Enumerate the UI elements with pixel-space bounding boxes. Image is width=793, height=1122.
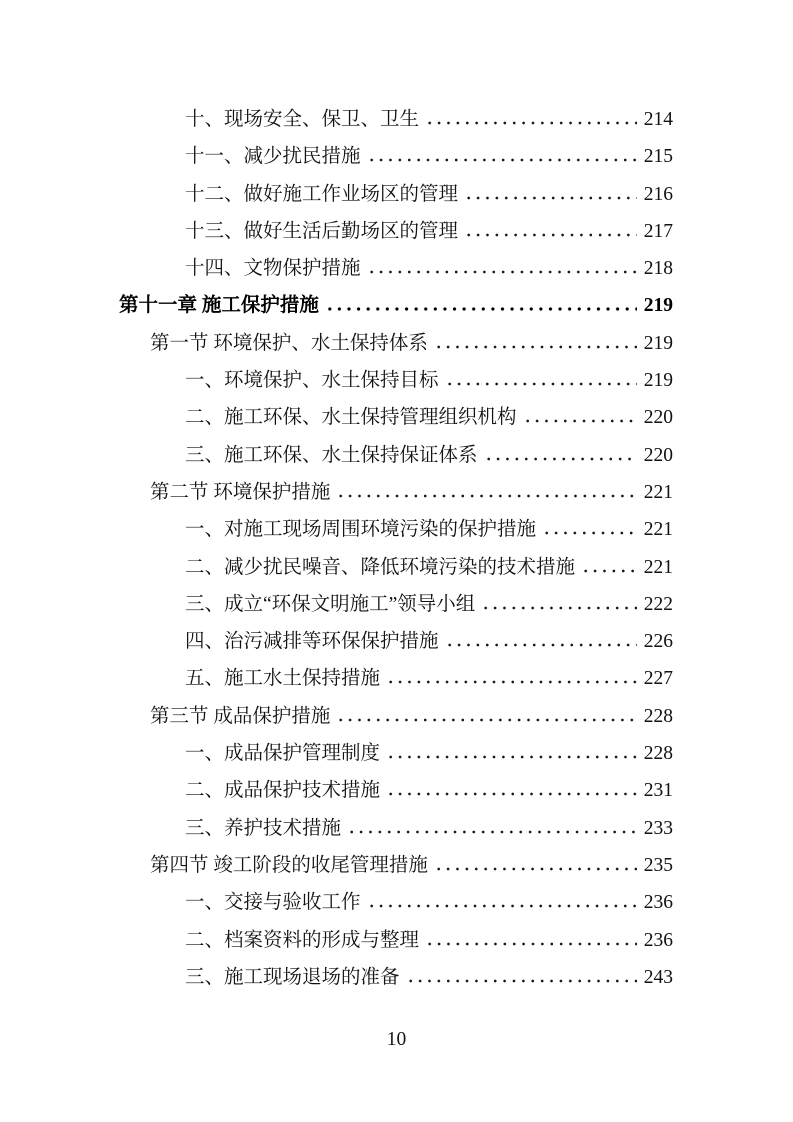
- toc-entry-label: 三、施工现场退场的准备: [185, 966, 400, 988]
- toc-entry-label: 二、档案资料的形成与整理: [185, 929, 420, 951]
- toc-leader-dots: [464, 233, 637, 237]
- toc-leader-dots: [484, 457, 637, 461]
- toc-entry: [119, 101, 673, 138]
- toc-entry-label: 二、施工环保、水土保持管理组织机构: [185, 407, 517, 429]
- toc-entry-label: 二、减少扰民噪音、降低环境污染的技术措施: [185, 556, 576, 578]
- toc-entry-label: 一、环境保护、水土保持目标: [185, 370, 439, 392]
- toc-leader-dots: [445, 382, 637, 386]
- toc-entry-page: 233: [643, 817, 673, 839]
- toc-entry-page: 221: [643, 481, 673, 503]
- toc-entry-label: 五、施工水土保持措施: [185, 668, 381, 690]
- toc-leader-dots: [425, 942, 637, 946]
- toc-leader-dots: [434, 867, 637, 871]
- toc-entry-page: 214: [643, 109, 673, 130]
- toc-entry-label: 十二、做好施工作业场区的管理: [185, 183, 459, 205]
- toc-entry-label: 一、成品保护管理制度: [185, 743, 381, 765]
- toc-leader-dots: [464, 196, 637, 200]
- toc-entry: [119, 586, 673, 623]
- page-number-footer: 10: [386, 1029, 407, 1050]
- toc-leader-dots: [347, 830, 637, 834]
- toc-entry-page: 221: [643, 519, 673, 541]
- toc-entry: [119, 287, 673, 324]
- toc-entry-page: 235: [643, 854, 673, 876]
- toc-leader-dots: [406, 979, 637, 983]
- toc-entry-page: 216: [643, 183, 673, 205]
- toc-entry-label: 第一节 环境保护、水土保持体系: [150, 332, 428, 354]
- toc-leader-dots: [581, 569, 637, 573]
- toc-entry: [119, 213, 673, 250]
- toc-leader-dots: [523, 419, 637, 423]
- toc-leader-dots: [445, 643, 637, 647]
- toc-entry: [119, 138, 673, 175]
- toc-entry-page: 228: [643, 743, 673, 765]
- toc-entry-label: 四、治污减排等环保保护措施: [185, 631, 439, 653]
- toc-entry: [119, 250, 673, 287]
- toc-entry: [119, 698, 673, 735]
- toc-entry-page: 243: [643, 966, 673, 988]
- toc-entry-page: 219: [643, 370, 673, 392]
- toc-leader-dots: [336, 718, 636, 722]
- toc-leader-dots: [386, 792, 637, 796]
- toc-entry-label: 第四节 竣工阶段的收尾管理措施: [150, 854, 428, 876]
- toc-entry-label: 第二节 环境保护措施: [150, 481, 331, 503]
- toc-entry-label: 第十一章 施工保护措施: [119, 295, 319, 317]
- toc-entry-label: 十一、减少扰民措施: [185, 146, 361, 168]
- toc-leader-dots: [336, 494, 636, 498]
- toc-leader-dots: [367, 158, 637, 162]
- toc-leader-dots: [425, 121, 637, 125]
- toc-entry: [119, 660, 673, 697]
- toc-leader-dots: [367, 904, 637, 908]
- toc-entry-label: 十四、文物保护措施: [185, 258, 361, 280]
- toc-entry-page: 220: [643, 407, 673, 429]
- toc-entry-page: 221: [643, 556, 673, 578]
- toc-entry: [119, 325, 673, 362]
- toc-entry-page: 228: [643, 705, 673, 727]
- toc-entry: [119, 176, 673, 213]
- toc-leader-dots: [367, 270, 637, 274]
- toc-entry: [119, 362, 673, 399]
- toc-entry-page: 236: [643, 892, 673, 914]
- toc-leader-dots: [325, 307, 637, 311]
- toc-entry-label: 第三节 成品保护措施: [150, 705, 331, 727]
- toc-entry-page: 236: [643, 929, 673, 951]
- toc-entry: [119, 399, 673, 436]
- toc-list: [119, 101, 673, 996]
- toc-entry: [119, 437, 673, 474]
- toc-entry: [119, 884, 673, 921]
- toc-entry-page: 222: [643, 593, 673, 615]
- toc-entry: [119, 511, 673, 548]
- toc-leader-dots: [386, 680, 637, 684]
- toc-leader-dots: [542, 531, 637, 535]
- toc-entry: [119, 959, 673, 996]
- toc-entry-label: 三、成立“环保文明施工”领导小组: [185, 593, 476, 615]
- toc-entry-page: 231: [643, 780, 673, 802]
- toc-entry: [119, 735, 673, 772]
- toc-entry-page: 215: [643, 146, 673, 168]
- toc-entry: [119, 847, 673, 884]
- toc-leader-dots: [434, 345, 637, 349]
- toc-entry-page: 219: [643, 295, 673, 317]
- toc-entry-page: 226: [643, 631, 673, 653]
- toc-entry-page: 227: [643, 668, 673, 690]
- toc-entry: [119, 474, 673, 511]
- toc-leader-dots: [386, 755, 637, 759]
- toc-entry-label: 一、交接与验收工作: [185, 892, 361, 914]
- toc-entry-label: 二、成品保护技术措施: [185, 780, 381, 802]
- toc-entry-page: 218: [643, 258, 673, 280]
- toc-entry: [119, 549, 673, 586]
- toc-entry: [119, 810, 673, 847]
- toc-entry: [119, 623, 673, 660]
- toc-entry: [119, 772, 673, 809]
- toc-entry-page: 217: [643, 220, 673, 242]
- toc-leader-dots: [481, 606, 636, 610]
- toc-entry-label: 三、养护技术措施: [185, 817, 342, 839]
- toc-entry: [119, 922, 673, 959]
- toc-entry-label: 一、对施工现场周围环境污染的保护措施: [185, 519, 537, 541]
- toc-entry-label: 三、施工环保、水土保持保证体系: [185, 444, 478, 466]
- toc-entry-page: 219: [643, 332, 673, 354]
- toc-entry-label: 十三、做好生活后勤场区的管理: [185, 220, 459, 242]
- toc-entry-label: 十、现场安全、保卫、卫生: [185, 109, 420, 130]
- toc-entry-page: 220: [643, 444, 673, 466]
